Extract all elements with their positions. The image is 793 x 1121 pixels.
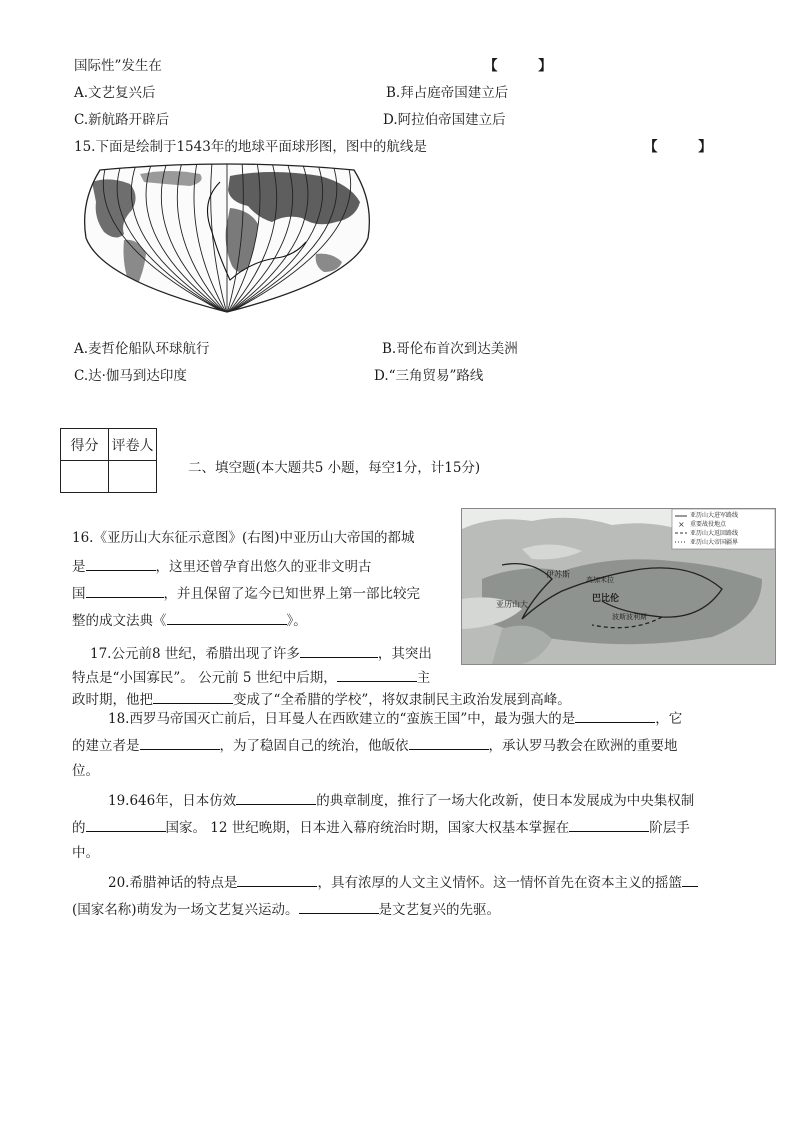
map-legend-advance: 亚历山大进军路线: [690, 512, 739, 519]
q14-option-b: B.拜占庭帝国建立后: [386, 85, 509, 101]
q19-blank-class[interactable]: [569, 817, 649, 832]
q14-option-d: D.阿拉伯帝国建立后: [383, 112, 506, 128]
q18-blank-religion[interactable]: [409, 735, 489, 750]
q18-line-2: 的建立者是 ，为了稳固自己的统治，他皈依 ，承认罗马教会在欧洲的重要地: [72, 735, 678, 755]
map-label-babylon: 巴比伦: [592, 594, 620, 604]
q18-line-1: 18.西罗马帝国灭亡前后，日耳曼人在西欧建立的“蛮族王国”中，最为强大的是 ，它: [108, 708, 682, 728]
score-cell[interactable]: [61, 461, 109, 493]
q16-blank-capital[interactable]: [86, 556, 156, 571]
q15-option-a: A.麦哲伦船队环球航行: [74, 341, 210, 357]
q14-answer-bracket: 【 】: [484, 58, 570, 74]
q20-line-1: 20.希腊神话的特点是 ，具有浓厚的人文主义情怀。这一情怀首先在资本主义的摇篮: [108, 872, 698, 892]
q18-line-3: 位。: [72, 763, 99, 779]
q15-option-c: C.达·伽马到达印度: [74, 368, 187, 384]
score-table: [60, 428, 157, 493]
q20-blank-country[interactable]: [682, 872, 698, 887]
grader-cell[interactable]: [109, 461, 157, 493]
map-label-gaugamela: 高加米拉: [586, 576, 614, 584]
map-label-issus: 伊苏斯: [546, 570, 570, 579]
q16-blank-civilization[interactable]: [86, 583, 164, 598]
svg-text:×: ×: [678, 520, 685, 529]
q16-line-3: 国 ，并且保留了迄今已知世界上第一部比较完: [72, 583, 420, 603]
q18-blank-kingdom[interactable]: [575, 708, 655, 723]
q20-blank-feature[interactable]: [237, 872, 317, 887]
q19-line-1: 19.646年，日本仿效 的典章制度，推行了一场大化改新，使日本发展成为中央集权制: [108, 790, 694, 810]
q18-blank-founder[interactable]: [140, 735, 220, 750]
map-label-alexandria: 亚历山大: [496, 600, 528, 609]
q19-line-3: 中。: [72, 845, 99, 861]
q17-blank-leader[interactable]: [337, 667, 417, 682]
q17-line-1: 17.公元前8 世纪，希腊出现了许多 ，其突出: [90, 643, 432, 663]
q20-blank-pioneer[interactable]: [299, 899, 379, 914]
q17-blank-citystates[interactable]: [300, 643, 378, 658]
map-legend-border: 亚历山大帝国疆界: [690, 539, 739, 546]
q15-stem: 15.下面是绘制于1543年的地球平面球形图，图中的航线是: [74, 139, 427, 155]
q16-line-2: 是 ，这里还曾孕育出悠久的亚非文明古: [72, 556, 372, 576]
q17-blank-city[interactable]: [153, 689, 233, 704]
map-legend-return: 亚历山大返回路线: [690, 530, 739, 537]
q17-line-3: 政时期，他把 变成了“全希腊的学校”，将奴隶制民主政治发展到高峰。: [72, 689, 571, 709]
q14-option-a: A.文艺复兴后: [74, 85, 156, 101]
q17-line-2: 特点是“小国寡民”。 公元前 5 世纪中后期， 主: [72, 667, 430, 687]
q14-option-c: C.新航路开辟后: [74, 112, 170, 128]
map-label-persepolis: 波斯波利斯: [612, 613, 647, 621]
q16-line-4: 整的成文法典《 》。: [72, 610, 307, 630]
map-legend-battle: 重要战役地点: [690, 521, 727, 528]
q15-answer-bracket: 【 】: [644, 139, 730, 155]
q15-option-d: D.“三角贸易”路线: [374, 368, 484, 384]
q14-stem-tail: 国际性”发生在: [74, 58, 162, 74]
q16-blank-code[interactable]: [167, 610, 287, 625]
world-map-1543: [80, 162, 374, 314]
q16-line-1: 16.《亚历山大东征示意图》(右图)中亚历山大帝国的都城: [72, 530, 415, 546]
grader-header: 评卷人: [109, 429, 157, 461]
q19-line-2: 的 国家。 12 世纪晚期，日本进入幕府统治时期，国家大权基本掌握在 阶层手: [72, 817, 690, 837]
q19-blank-state-type[interactable]: [86, 817, 166, 832]
alexander-campaign-map: [461, 508, 776, 665]
section-2-title: 二、填空题(本大题共5 小题，每空1分，计15分): [188, 460, 481, 476]
score-header: 得分: [61, 429, 109, 461]
q15-option-b: B.哥伦布首次到达美洲: [382, 341, 518, 357]
q20-line-2: (国家名称)萌发为一场文艺复兴运动。 是文艺复兴的先驱。: [72, 899, 500, 919]
q19-blank-dynasty[interactable]: [236, 790, 316, 805]
